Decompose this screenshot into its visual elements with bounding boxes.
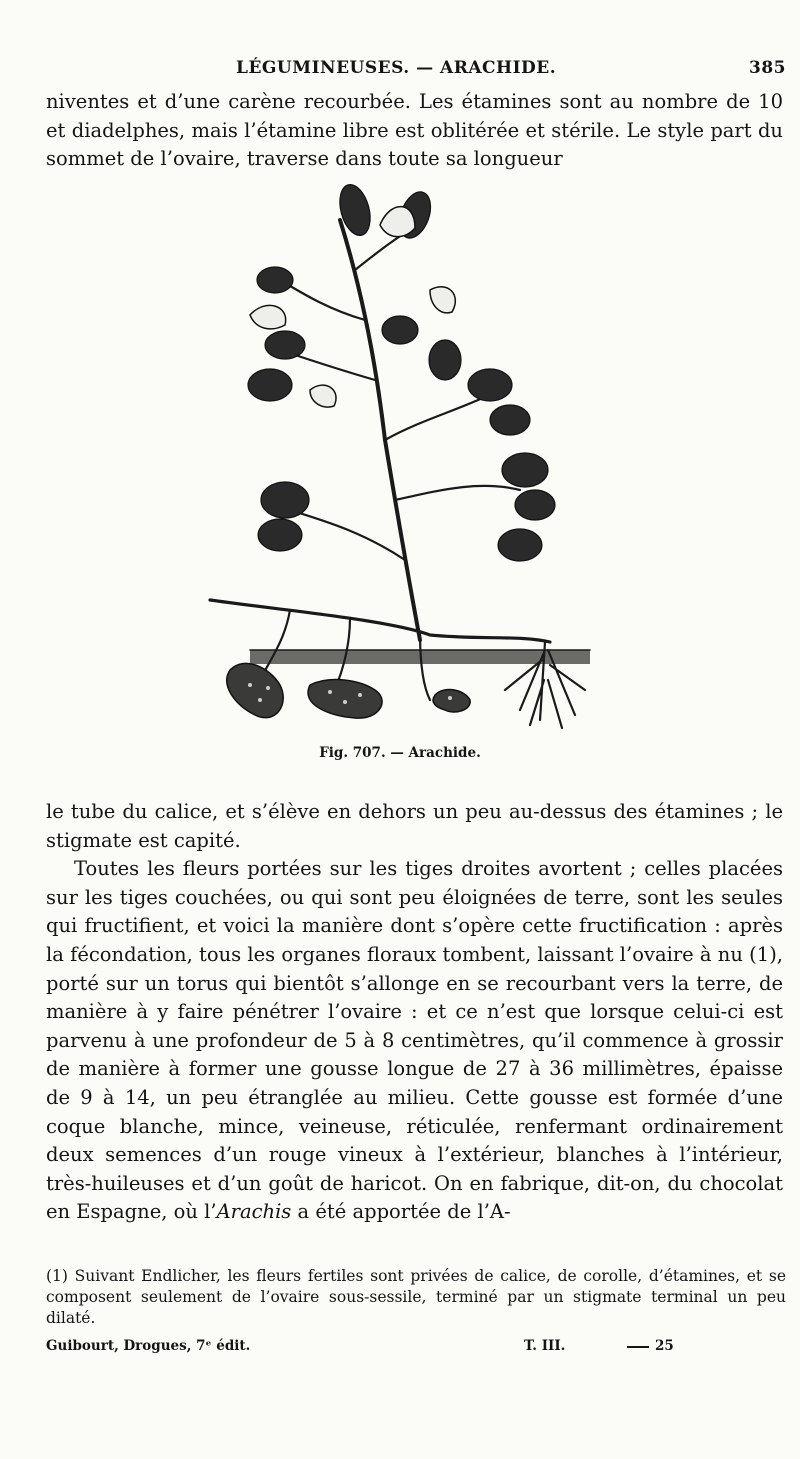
paragraph-text-end: a été apportée de l’A- <box>291 1200 511 1224</box>
sheet-number-value: 25 <box>655 1338 674 1354</box>
paragraph-fructification <box>46 855 783 1227</box>
figure-caption: Fig. 707. — Arachide. <box>319 745 481 761</box>
paragraph-continued: niventes et d’une carène recourbée. Les étamines sont au nombre de 10 et diadelphes, mais l’étamine libre est oblitérée et stérile. Le style part du sommet de l’ovaire, traverse dans toute sa longueur <box>46 90 783 171</box>
paragraph-end: le tube du calice, et s’élève en dehors un peu au-dessus des étamines ; le stigmate est capité. <box>46 800 783 852</box>
footnote: (1) Suivant Endlicher, les fleurs fertiles sont privées de calice, de corolle, d’étamines, et se composent seulement de l’ovaire sous-sessile, terminé par un stigmate terminal un peu dilaté. <box>46 1267 786 1327</box>
sheet-number <box>621 1338 674 1354</box>
genus-name: Arachis <box>216 1200 292 1224</box>
paragraph-text: Toutes les fleurs portées sur les tiges droites avortent ; celles placées sur les tiges couchées, ou qui sont peu éloignées de terre, sont les seules qui fructifient, et voici la manière dont s’opère cette fructification : après la fécondation, tous les organes floraux tombent, laissant l’ovaire à nu (1), porté sur un torus qui bientôt s’allonge en se recourbant vers la terre, de manière à y faire pénétrer l’ovaire : et ce n’est que lorsque celui-ci est parvenu à une profondeur de 5 à 8 centimètres, qu’il commence à grossir de manière à former une gousse longue de 27 à 36 millimètres, épaisse de 9 à 14, un peu étranglée au milieu. Cette gousse est formée d’une coque blanche, mince, veineuse, réticulée, renfermant ordinairement deux semences d’un rouge vineux à l’extérieur, blanches à l’intérieur, très-huileuses et d’un goût de haricot. On en fabrique, dit-on, du chocolat en Espagne, où l’ <box>46 857 783 1224</box>
running-title: LÉGUMINEUSES. — ARACHIDE. <box>236 58 557 78</box>
dash-divider <box>627 1346 649 1348</box>
printer-signature: Guibourt, Drogues, 7ᵉ édit. <box>46 1338 251 1354</box>
body-text-top <box>46 88 783 174</box>
arachis-plant-illustration <box>190 180 610 740</box>
volume-mark: T. III. <box>524 1338 566 1354</box>
page-footer <box>46 1338 786 1362</box>
page-header <box>46 52 786 82</box>
page-number: 385 <box>749 58 786 78</box>
body-text-bottom <box>46 798 783 1227</box>
